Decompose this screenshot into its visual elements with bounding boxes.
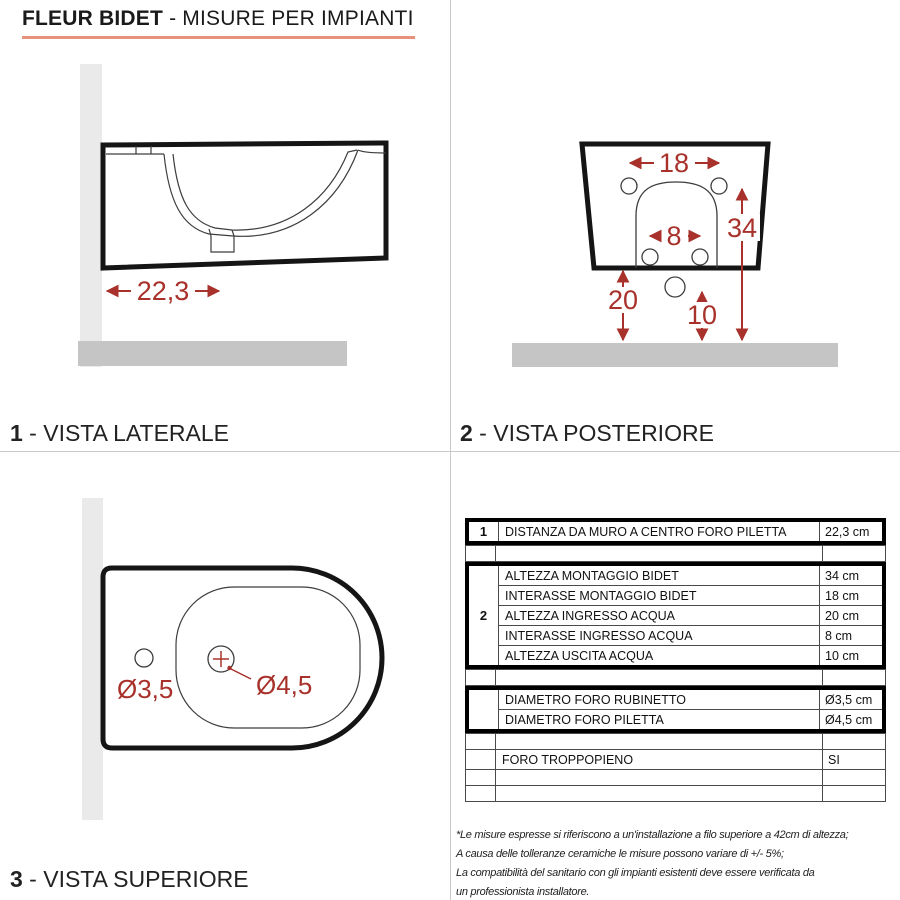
table-cell-ref-number: 2: [469, 566, 499, 665]
table-cell-value: 10 cm: [819, 646, 882, 665]
table-cell-value: 18 cm: [819, 586, 882, 605]
table-group-diameters: [465, 686, 886, 733]
footnote-line: un professionista installatore.: [456, 886, 590, 898]
wall-top-view: [82, 498, 103, 820]
footnote-line: A causa delle tolleranze ceramiche le misure possono variare di +/- 5%;: [456, 848, 784, 860]
table-cell-label: [496, 734, 822, 749]
section-label-vista-posteriore: [460, 420, 714, 447]
table-cell-value: Ø3,5 cm: [819, 690, 882, 709]
table-cell-value: [822, 786, 885, 801]
wall-side-view: [80, 64, 102, 367]
side-view-drawing: [78, 64, 386, 367]
floor-rear-view: [512, 343, 838, 367]
footnote: [456, 826, 896, 900]
section-1-number: 1: [10, 420, 23, 446]
table-cell-value: [822, 734, 885, 749]
table-gap-row: [465, 769, 886, 786]
table-cell-value: 20 cm: [819, 606, 882, 625]
table-cell-label: [496, 770, 822, 785]
table-gap-row: [465, 733, 886, 750]
table-cell-ref-number: [466, 734, 496, 749]
table-cell-label: INTERASSE INGRESSO ACQUA: [505, 628, 693, 643]
table-gap-row: [465, 545, 886, 562]
rear-dim-10-label: 10: [686, 300, 718, 330]
table-gap-row: [465, 785, 886, 802]
drain-leader-dot: [227, 666, 231, 670]
table-cell-value: 8 cm: [819, 626, 882, 645]
rear-dim-8-label: 8: [666, 221, 682, 251]
water-outlet-hole: [665, 277, 685, 297]
table-row-distance: [465, 518, 886, 545]
table-cell-label: DISTANZA DA MURO A CENTRO FORO PILETTA: [505, 524, 787, 539]
table-cell-ref-number: [466, 770, 496, 785]
page-title-rest: - MISURE PER IMPIANTI: [163, 7, 414, 30]
table-cell-value: [822, 770, 885, 785]
rear-dim-18-label: 18: [658, 148, 690, 178]
table-cell-label: [496, 670, 822, 685]
table-cell-ref-number: 1: [469, 522, 499, 541]
footnote-line: La compatibilità del sanitario con gli impianti esistenti deve essere verificata da: [456, 867, 815, 879]
table-cell-value: 34 cm: [819, 566, 882, 585]
table-cell-value: [822, 546, 885, 561]
top-view-drawing: [82, 498, 382, 820]
mounting-hole-left: [621, 178, 637, 194]
footnote-line: *Le misure espresse si riferiscono a un'installazione a filo superiore a 42cm di altezza;: [456, 829, 849, 841]
table-cell-ref-number: [469, 690, 499, 729]
spec-table: [465, 518, 886, 802]
rear-dim-20-label: 20: [607, 285, 639, 315]
table-gap-row: [465, 669, 886, 686]
water-inlet-hole-right: [692, 249, 708, 265]
section-2-number: 2: [460, 420, 473, 446]
table-cell-label: ALTEZZA USCITA ACQUA: [505, 648, 654, 663]
section-1-name: - VISTA LATERALE: [22, 420, 230, 446]
table-cell-label: DIAMETRO FORO RUBINETTO: [505, 692, 687, 707]
section-label-vista-laterale: [10, 420, 229, 447]
mounting-hole-right: [711, 178, 727, 194]
table-row-overflow-hole: [465, 749, 886, 770]
table-cell-value: Ø4,5 cm: [819, 710, 882, 729]
top-dim-drain-diameter-label: Ø4,5: [256, 670, 313, 700]
table-cell-value: [822, 670, 885, 685]
table-cell-label: [496, 786, 822, 801]
table-cell-value: 22,3 cm: [819, 522, 882, 541]
page-title-brand: FLEUR BIDET: [22, 7, 164, 30]
table-cell-label: [496, 546, 822, 561]
table-cell-value: SI: [822, 750, 885, 769]
table-cell-ref-number: [466, 546, 496, 561]
table-cell-label: ALTEZZA MONTAGGIO BIDET: [505, 568, 679, 583]
rear-view-drawing: [512, 144, 838, 367]
table-group-rear-view: [465, 562, 886, 669]
section-3-number: 3: [10, 866, 23, 892]
rear-dim-34-label: 34: [726, 213, 758, 243]
water-inlet-hole-left: [642, 249, 658, 265]
table-cell-label: ALTEZZA INGRESSO ACQUA: [505, 608, 675, 623]
table-cell-ref-number: [466, 750, 496, 769]
floor-side-view: [78, 341, 347, 366]
table-cell-label: DIAMETRO FORO PILETTA: [505, 712, 664, 727]
table-cell-label: INTERASSE MONTAGGIO BIDET: [505, 588, 697, 603]
tap-hole: [135, 649, 153, 667]
table-cell-label: FORO TROPPOPIENO: [502, 752, 634, 767]
section-2-name: - VISTA POSTERIORE: [472, 420, 714, 446]
table-cell-ref-number: [466, 786, 496, 801]
section-label-vista-superiore: [10, 866, 249, 893]
top-dim-tap-diameter-label: Ø3,5: [117, 674, 174, 704]
table-cell-ref-number: [466, 670, 496, 685]
section-3-name: - VISTA SUPERIORE: [22, 866, 249, 892]
side-dim-22-3-label: 22,3: [136, 276, 190, 306]
